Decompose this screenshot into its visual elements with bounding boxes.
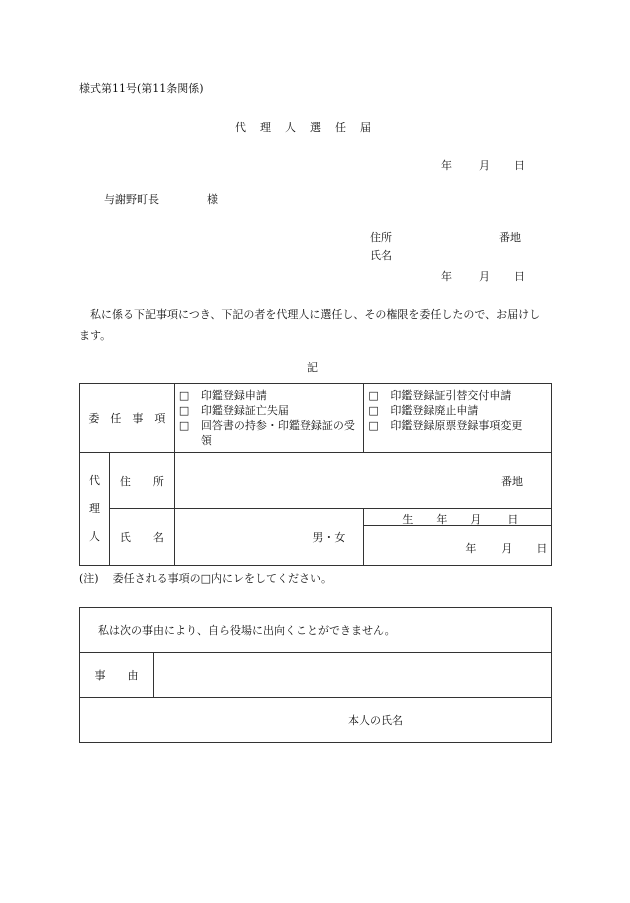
addressee-honorific: 様 [207, 193, 218, 206]
year-label: 年 [441, 159, 452, 172]
checkbox-label: 印鑑登録廃止申請 [390, 404, 479, 417]
day-label: 日 [514, 270, 525, 283]
note-prefix: (注) [79, 572, 99, 585]
title-char: 届 [360, 121, 371, 134]
birth-date-field[interactable] [364, 526, 552, 566]
checkbox-icon[interactable]: □ [178, 404, 190, 417]
year-label: 年 [441, 270, 452, 283]
checkbox-label: 印鑑登録申請 [200, 389, 267, 402]
agent-address-field[interactable] [174, 453, 551, 509]
signature-row[interactable] [80, 698, 552, 743]
form-number: 様式第11号(第11条関係) [79, 82, 204, 95]
checkbox-icon[interactable]: □ [178, 389, 190, 402]
checkbox-item[interactable] [368, 388, 547, 403]
reason-table [79, 607, 552, 743]
reason-label: 事 由 [80, 653, 154, 698]
birth-day-label: 日 [507, 513, 519, 526]
matters-label: 委 任 事 項 [80, 384, 175, 453]
title-char: 理 [260, 121, 271, 134]
birth-day-value-label: 日 [536, 542, 548, 555]
checkbox-item[interactable] [179, 388, 360, 403]
agent-label-char: 理 [88, 502, 100, 515]
applicant-address-label: 住所 [370, 231, 392, 244]
checkbox-label: 印鑑登録証亡失届 [200, 404, 289, 417]
birth-month-value-label: 月 [501, 542, 513, 555]
ki-label: 記 [307, 361, 318, 374]
agent-name-label: 氏 名 [109, 509, 174, 566]
matters-right-column [364, 384, 552, 453]
addressee-name: 与謝野町長 [104, 193, 159, 206]
applicant-name-label: 氏名 [370, 249, 392, 262]
note [79, 573, 332, 584]
agent-banchi-label: 番地 [501, 474, 523, 488]
checkbox-item[interactable] [179, 403, 360, 418]
agent-label-char: 代 [88, 474, 100, 487]
checkbox-icon[interactable]: □ [368, 389, 379, 402]
birth-header [364, 509, 552, 526]
checkbox-label: 印鑑登録原票登録事項変更 [390, 419, 523, 432]
checkbox-label: 印鑑登録証引替交付申請 [390, 389, 512, 402]
day-label: 日 [514, 159, 525, 172]
title-char: 人 [285, 121, 296, 134]
body-text: 私に係る下記事項につき、下記の者を代理人に選任し、その権限を委任したので、お届けします。 [79, 308, 541, 342]
reason-statement: 私は次の事由により、自ら役場に出向くことができません。 [80, 608, 552, 653]
agent-label [80, 453, 110, 566]
title-char: 任 [335, 121, 346, 134]
applicant-date [441, 268, 531, 283]
matters-left-column [174, 384, 364, 453]
delegation-table [79, 383, 552, 566]
note-text: 委任される事項の□内にレをしてください。 [112, 572, 332, 585]
signature-label: 本人の氏名 [348, 714, 403, 727]
checkbox-label: 回答書の持参・印鑑登録証の受領 [200, 419, 355, 447]
checkbox-icon[interactable]: □ [368, 419, 379, 432]
checkbox-item[interactable] [368, 403, 547, 418]
agent-label-char: 人 [88, 530, 100, 543]
title-char: 選 [310, 121, 321, 134]
checkbox-item[interactable] [368, 418, 547, 433]
reason-field[interactable] [153, 653, 551, 698]
checkbox-icon[interactable]: □ [368, 404, 379, 417]
birth-year-value-label: 年 [465, 542, 477, 555]
birth-label: 生 [402, 513, 414, 526]
addressee [104, 193, 218, 206]
birth-month-label: 月 [470, 513, 482, 526]
applicant-banchi-label: 番地 [499, 231, 521, 244]
agent-address-label: 住 所 [109, 453, 174, 509]
form-title [235, 122, 385, 133]
checkbox-item[interactable] [179, 418, 360, 448]
checkbox-icon[interactable]: □ [178, 419, 190, 432]
month-label: 月 [479, 159, 490, 172]
birth-year-label: 年 [436, 513, 448, 526]
agent-name-field[interactable] [174, 509, 364, 566]
month-label: 月 [479, 270, 490, 283]
submission-date [441, 157, 531, 172]
gender-label: 男・女 [312, 531, 346, 544]
title-char: 代 [235, 121, 246, 134]
